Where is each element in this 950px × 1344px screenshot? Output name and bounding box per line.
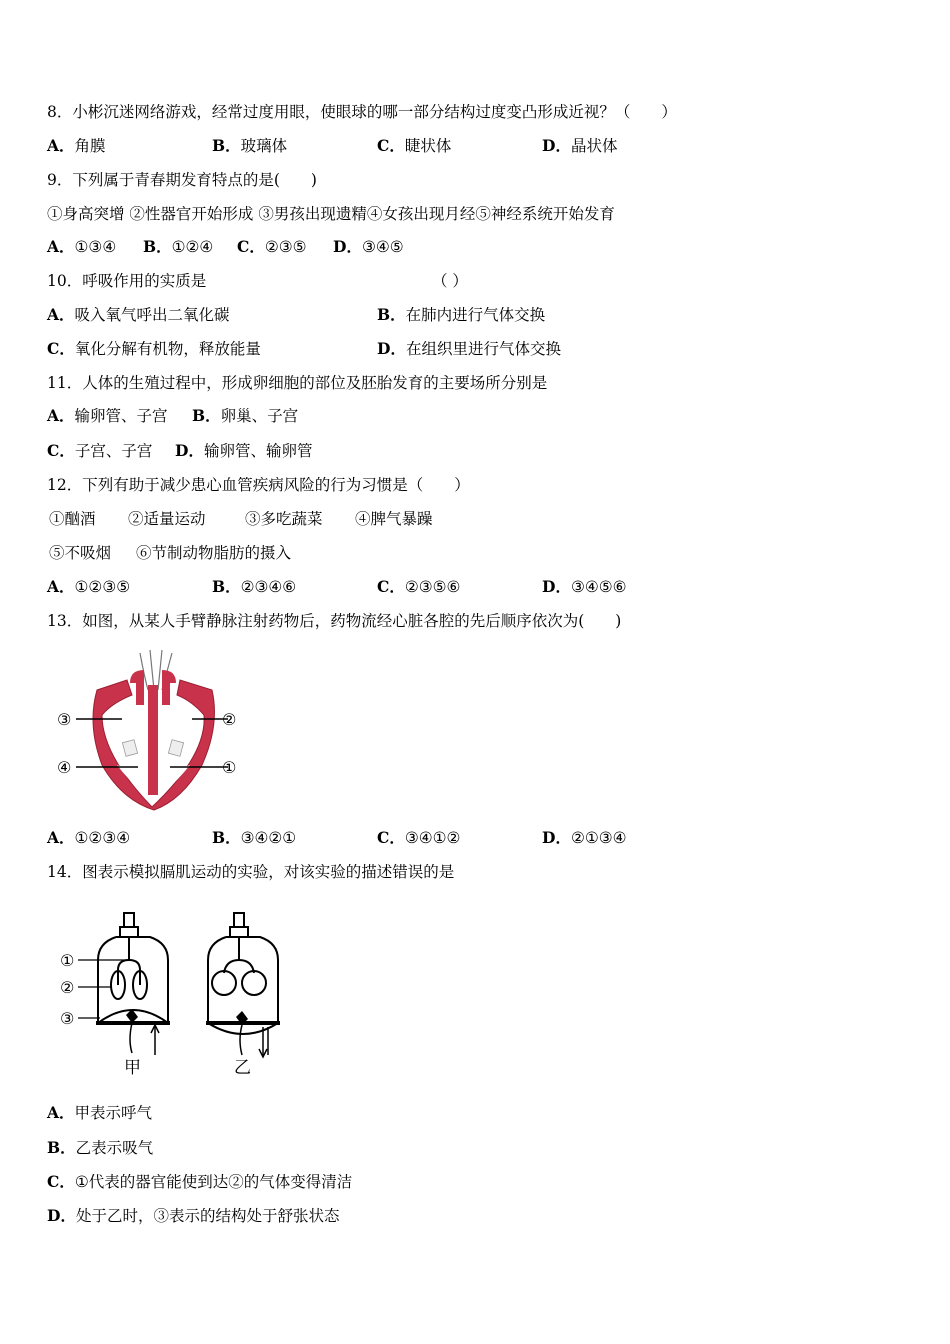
q14-option-c: C．①代表的器官能使到达②的气体变得清洁 — [47, 1172, 353, 1191]
model-label-2: ② — [60, 978, 75, 997]
q14-option-a: A．甲表示呼气 — [47, 1103, 153, 1122]
heart-label-2: ② — [222, 710, 237, 729]
q10-option-c: C．氧化分解有机物，释放能量 — [47, 339, 261, 358]
q13-stem: 13．如图，从某人手臂静脉注射药物后，药物流经心脏各腔的先后顺序依次为( ) — [47, 612, 622, 630]
q11-option-c: C．子宫、子宫 — [47, 441, 153, 460]
q10-stem: 10．呼吸作用的实质是 — [47, 272, 207, 290]
q10-option-d: D．在组织里进行气体交换 — [377, 339, 561, 358]
diaphragm-model-diagram — [58, 905, 318, 1080]
q9-option-b: B．①②④ — [143, 237, 214, 256]
q12-option-b: B．②③④⑥ — [212, 577, 297, 596]
q9-option-d: D．③④⑤ — [333, 237, 404, 256]
heart-label-1: ① — [222, 758, 237, 777]
q10-option-b: B．在肺内进行气体交换 — [377, 305, 546, 324]
q12-option-a: A．①②③⑤ — [47, 577, 131, 596]
q8-option-b: B．玻璃体 — [212, 136, 288, 155]
heart-label-3: ③ — [57, 710, 72, 729]
q12-item-4: ④脾气暴躁 — [355, 510, 433, 528]
q12-item-1: ①酗酒 — [49, 510, 96, 528]
q12-item-5: ⑤不吸烟 — [49, 544, 112, 562]
caption-jia: 甲 — [124, 1058, 141, 1078]
q13-option-a: A．①②③④ — [47, 828, 131, 847]
q13-option-c: C．③④①② — [377, 828, 461, 847]
q12-item-6: ⑥节制动物脂肪的摄入 — [136, 544, 292, 562]
q13-option-d: D．②①③④ — [542, 828, 627, 847]
jar-jia — [98, 913, 168, 1023]
q9-items: ①身高突增 ②性器官开始形成 ③男孩出现遗精④女孩出现月经⑤神经系统开始发育 — [47, 205, 615, 223]
q11-option-b: B．卵巢、子宫 — [192, 406, 299, 425]
q12-item-3: ③多吃蔬菜 — [245, 510, 323, 528]
model-label-1: ① — [60, 951, 75, 970]
q12-item-2: ②适量运动 — [128, 510, 206, 528]
heart-diagram — [52, 645, 252, 815]
q14-option-b: B．乙表示吸气 — [47, 1138, 154, 1157]
q11-option-d: D．输卵管、输卵管 — [175, 441, 313, 460]
q11-option-a: A．输卵管、子宫 — [47, 406, 168, 425]
q9-stem: 9．下列属于青春期发育特点的是( ) — [47, 171, 317, 189]
q10-option-a: A．吸入氧气呼出二氧化碳 — [47, 305, 230, 324]
q13-option-b: B．③④②① — [212, 828, 297, 847]
q12-option-c: C．②③⑤⑥ — [377, 577, 461, 596]
heart-label-4: ④ — [57, 758, 72, 777]
q14-stem: 14．图表示模拟膈肌运动的实验，对该实验的描述错误的是 — [47, 863, 455, 881]
q14-option-d: D．处于乙时，③表示的结构处于舒张状态 — [47, 1206, 340, 1225]
q8-option-a: A．角膜 — [47, 136, 106, 155]
q9-option-a: A．①③④ — [47, 237, 117, 256]
q12-stem: 12．下列有助于减少患心血管疾病风险的行为习惯是（ ） — [47, 476, 470, 494]
q12-option-d: D．③④⑤⑥ — [542, 577, 627, 596]
q8-option-c: C．睫状体 — [377, 136, 452, 155]
q9-option-c: C．②③⑤ — [237, 237, 307, 256]
q10-blank: （ ） — [432, 272, 468, 290]
q8-stem: 8．小彬沉迷网络游戏，经常过度用眼，使眼球的哪一部分结构过度变凸形成近视？（ ） — [47, 103, 677, 121]
model-label-3: ③ — [60, 1009, 75, 1028]
caption-yi: 乙 — [234, 1058, 251, 1078]
q11-stem: 11．人体的生殖过程中，形成卵细胞的部位及胚胎发育的主要场所分别是 — [47, 374, 548, 392]
q8-option-d: D．晶状体 — [542, 136, 618, 155]
